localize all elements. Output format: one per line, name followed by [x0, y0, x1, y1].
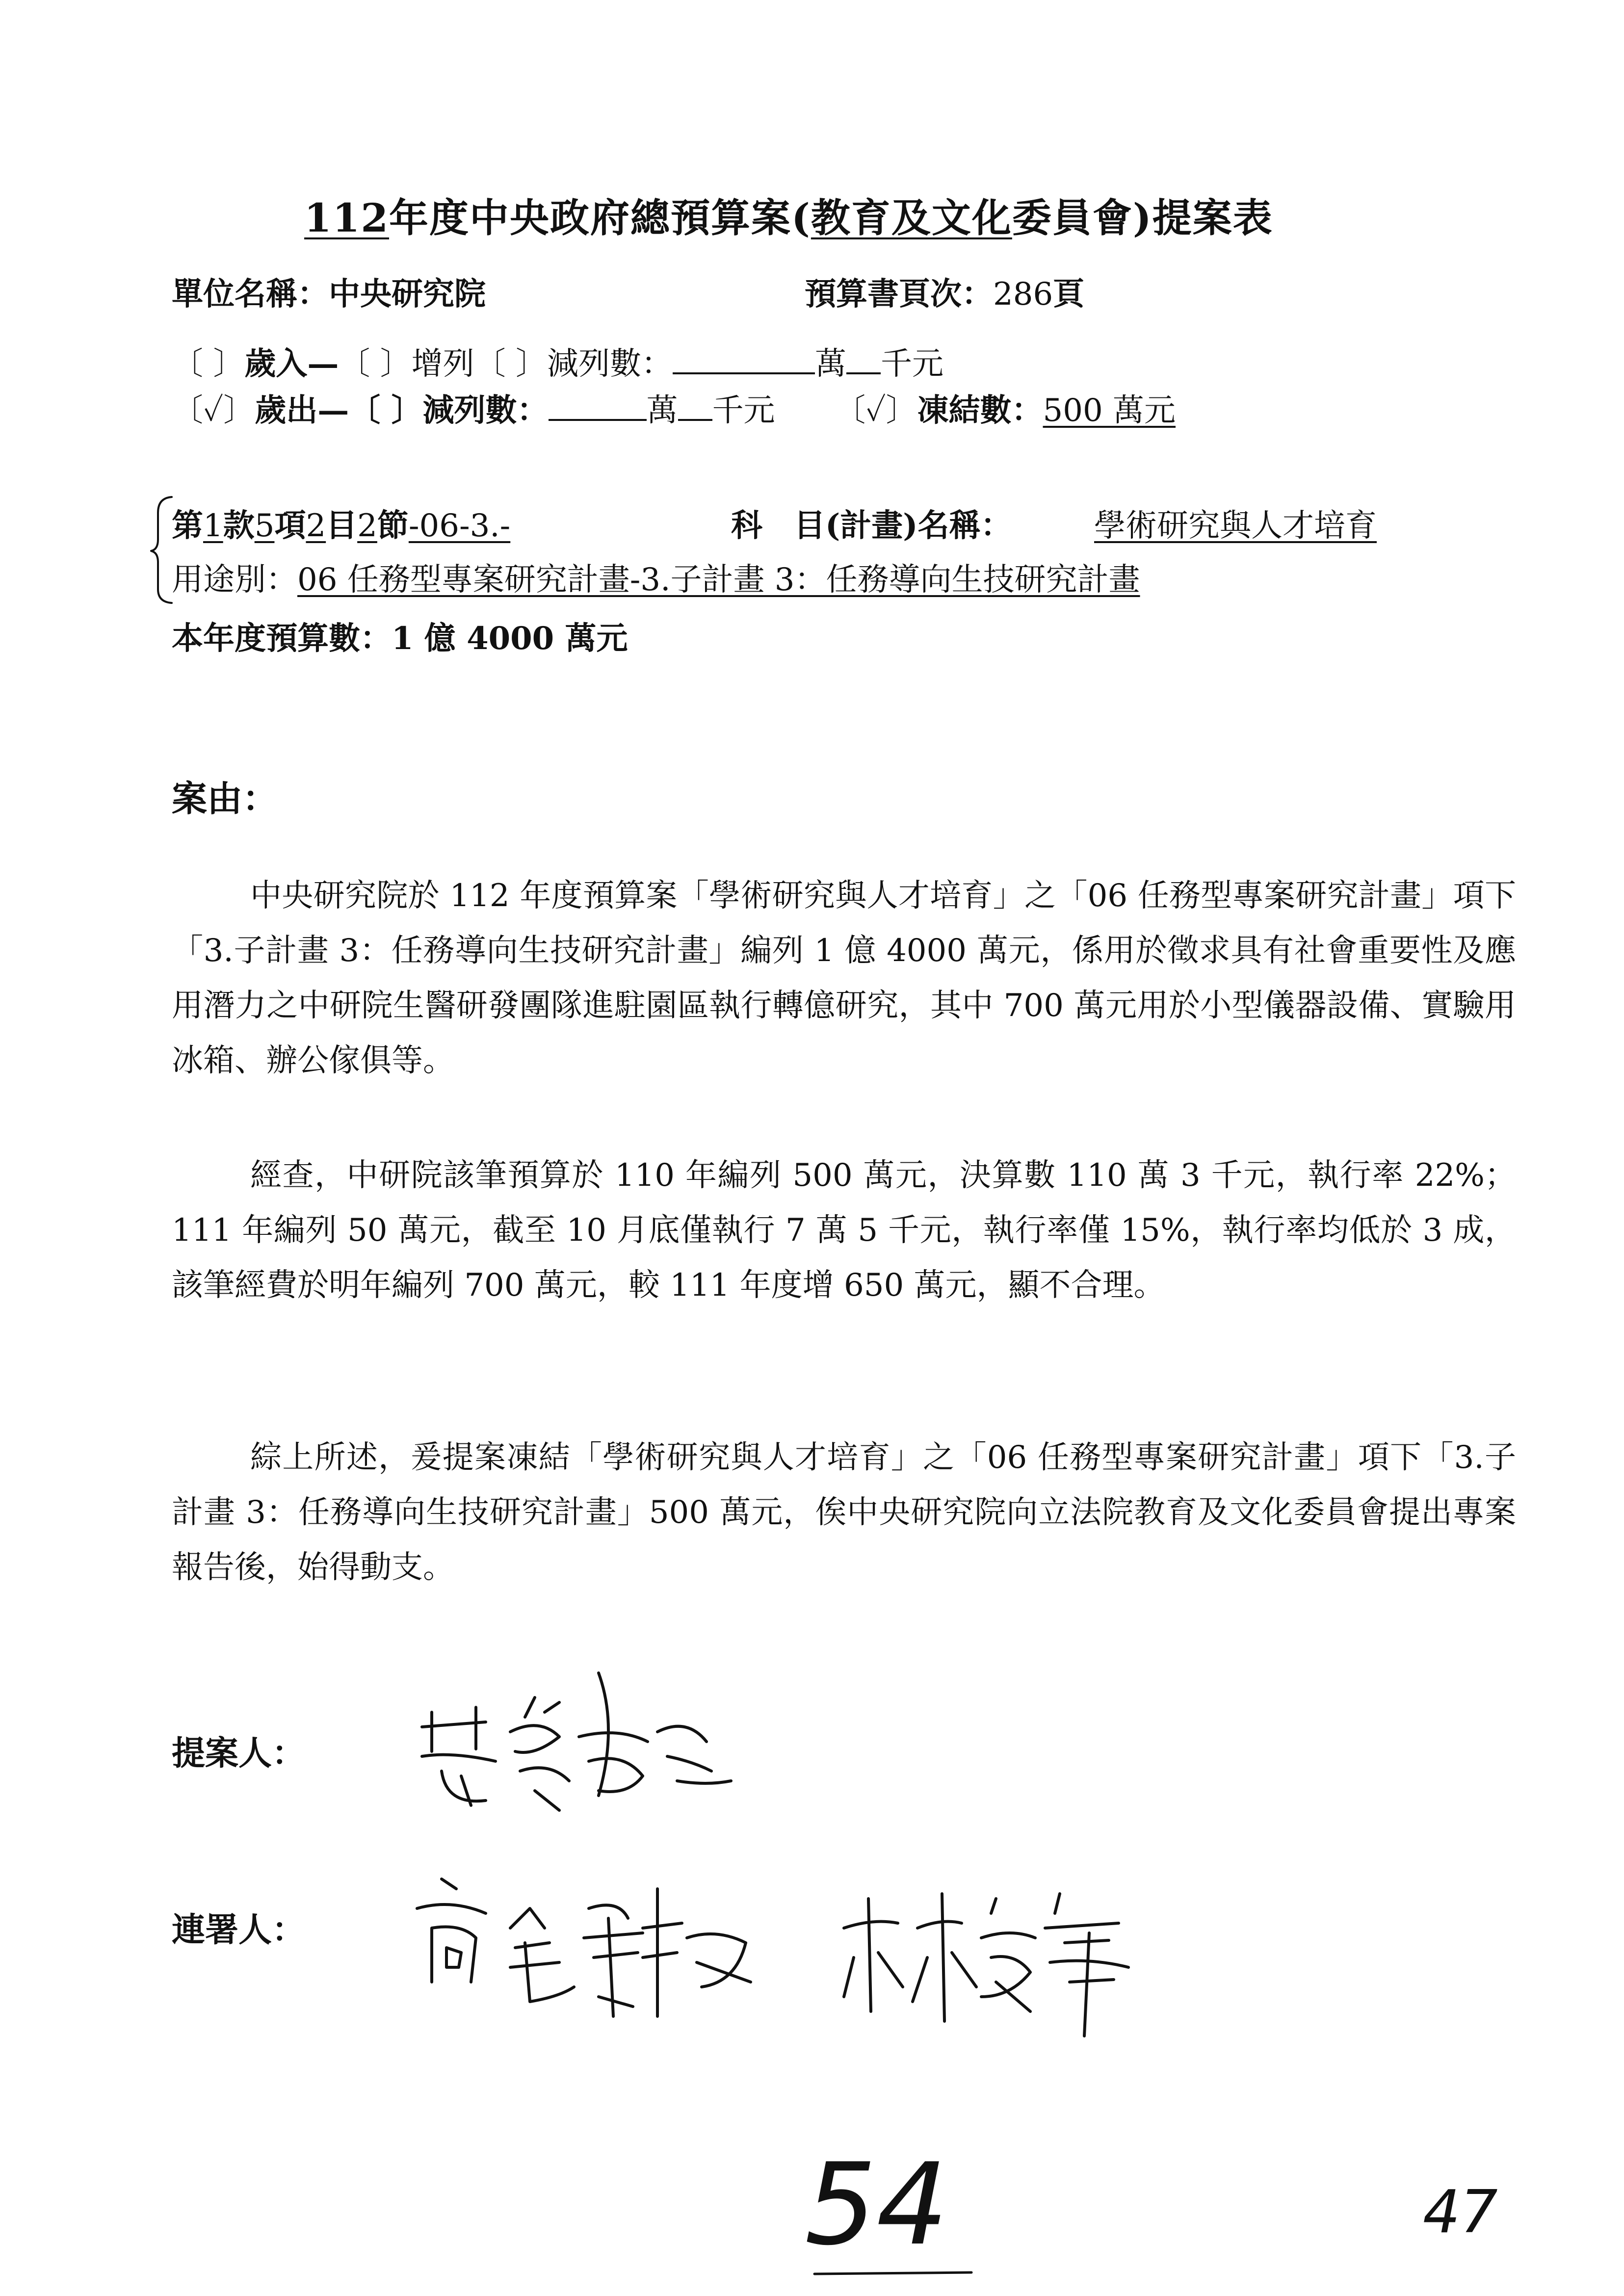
page-number: 47 — [1423, 2178, 1498, 2246]
expenditure-qian: 千元 — [712, 392, 775, 429]
proposer-label: 提案人： — [172, 1734, 306, 1773]
reason-paragraph-3: 綜上所述，爰提案凍結「學術研究與人才培育」之「06 任務型專案研究計畫」項下「3.子計畫 3：任務導向生技研究計畫」500 萬元，俟中央研究院向立法院教育及文化委員會提出專案報告後，始得動支。 — [172, 1439, 1516, 1586]
usage-value: 06 任務型專案研究計畫-3.子計畫 3：任務導向生技研究計畫 — [297, 562, 1140, 598]
revenue-wan-blank — [673, 341, 815, 374]
budget-page-value: 286 — [993, 276, 1053, 313]
revenue-qian: 千元 — [881, 346, 944, 382]
expenditure-label: 歲出— — [255, 392, 349, 429]
title-text-a: 年度中央政府總預算案( — [389, 195, 811, 241]
expenditure-line — [172, 385, 1176, 430]
revenue-qian-blank — [846, 341, 881, 374]
cosigner-signature-1 — [412, 1869, 785, 2031]
cosigner-label: 連署人： — [172, 1910, 306, 1950]
kuan-prefix: 第 — [172, 507, 203, 544]
reason-heading: 案由： — [172, 778, 278, 819]
xiang-label: 項 — [274, 507, 306, 544]
expenditure-checkbox: 〔✓〕 — [172, 392, 255, 429]
xiang-number: 5 — [254, 508, 275, 544]
jie-number: 2 — [357, 508, 377, 544]
revenue-reduce: 〔 〕減列數： — [474, 346, 673, 382]
subject-label: 科 目(計畫)名稱： — [731, 507, 1012, 544]
freeze-checkbox: 〔✓〕 — [834, 392, 917, 429]
form-title — [304, 186, 1273, 243]
freeze-value: 500 萬元 — [1043, 392, 1176, 429]
reason-paragraph-2: 經查，中研院該筆預算於 110 年編列 500 萬元，決算數 110 萬 3 千元，執行率 22%；111 年編列 50 萬元，截至 10 月底僅執行 7 萬 5 千元，執行率僅 15%，執行率均低於 3 成，該筆經費於明年編列 700 萬元，較 111 年度增 650 萬元，顯不合理。 — [172, 1157, 1516, 1304]
budget-page-label: 預算書頁次： — [805, 276, 993, 313]
budget-page — [805, 269, 1084, 314]
unit-name: 單位名稱：中央研究院 — [172, 276, 486, 313]
title-year: 112 — [304, 195, 389, 241]
jie-label: 節 — [377, 507, 409, 544]
budget-page-unit: 頁 — [1053, 276, 1085, 313]
revenue-wan: 萬 — [815, 346, 847, 382]
revenue-line — [172, 339, 943, 384]
expenditure-wan: 萬 — [646, 392, 678, 429]
kuan-number: 1 — [203, 508, 223, 544]
mu-number: 2 — [306, 508, 326, 544]
proposer-signature — [412, 1658, 756, 1820]
revenue-label: 歲入— — [244, 345, 339, 382]
annual-budget: 本年度預算數：1 億 4000 萬元 — [172, 620, 628, 657]
usage-label: 用途別： — [172, 562, 297, 598]
usage-line — [172, 554, 1140, 600]
expenditure-qian-blank — [678, 388, 712, 421]
reason-paragraph-1: 中央研究院於 112 年度預算案「學術研究與人才培育」之「06 任務型專案研究計畫」項下「3.子計畫 3：任務導向生技研究計畫」編列 1 億 4000 萬元，係用於徵求具有社會重要性及應用潛力之中研院生醫研發團隊進駐園區執行轉億研究，其中 700 萬元用於小型儀器設備、實驗用冰箱、辦公傢俱等。 — [172, 878, 1516, 1079]
kuan-label: 款 — [223, 507, 255, 544]
freeze-label: 凍結數： — [917, 392, 1043, 429]
budget-item-line — [172, 500, 510, 546]
proposal-number-underline — [810, 2267, 981, 2281]
mu-label: 目 — [326, 507, 358, 544]
title-committee: 教育及文化 — [811, 195, 1012, 241]
proposal-number: 54 — [805, 2139, 948, 2270]
title-text-b: 委員會)提案表 — [1012, 195, 1273, 241]
item-code: -06-3.- — [408, 508, 511, 544]
subject-value: 學術研究與人才培育 — [1094, 508, 1377, 544]
cosigner-signature-2 — [834, 1884, 1178, 2041]
expenditure-reduce: 〔 〕減列數： — [349, 392, 549, 429]
revenue-checkbox: 〔 〕 — [172, 346, 245, 382]
expenditure-wan-blank — [549, 388, 647, 421]
revenue-add: 〔 〕增列 — [339, 346, 474, 382]
